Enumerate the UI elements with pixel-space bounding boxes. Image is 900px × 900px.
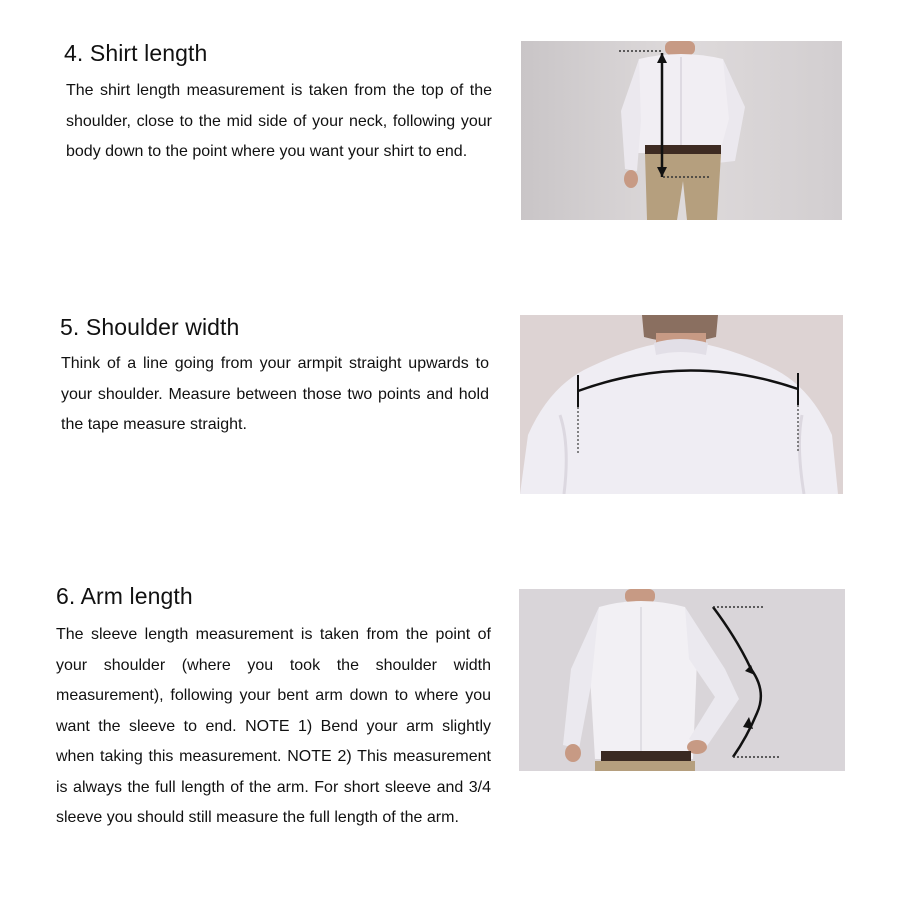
shoulder-width-title: 5. Shoulder width bbox=[60, 314, 240, 340]
arm-length-title: 6. Arm length bbox=[56, 583, 193, 609]
shoulder-width-text: Think of a line going from your armpit straight upwards to your shoulder. Measure between those two points and hold the tape measure straight. bbox=[61, 355, 489, 433]
arm-length-text: The sleeve length measurement is taken from the point of your shoulder (where you took the shoulder width measurement), following your bent arm down to where you want the sleeve to end. NOTE 1) Bend your arm slightly when taking this measurement. NOTE 2) This measurement is always the full length of the arm. For short sleeve and 3/4 sleeve you should still measure the full length of the arm. bbox=[56, 626, 491, 826]
shoulder-width-photo bbox=[520, 315, 843, 494]
arm-length-photo bbox=[519, 589, 845, 771]
shirt-length-text: The shirt length measurement is taken from the top of the shoulder, close to the mid side of your neck, following your body down to the point where you want your shirt to end. bbox=[66, 82, 492, 160]
shirt-length-title: 4. Shirt length bbox=[64, 40, 208, 66]
shirt-length-photo bbox=[521, 41, 842, 220]
